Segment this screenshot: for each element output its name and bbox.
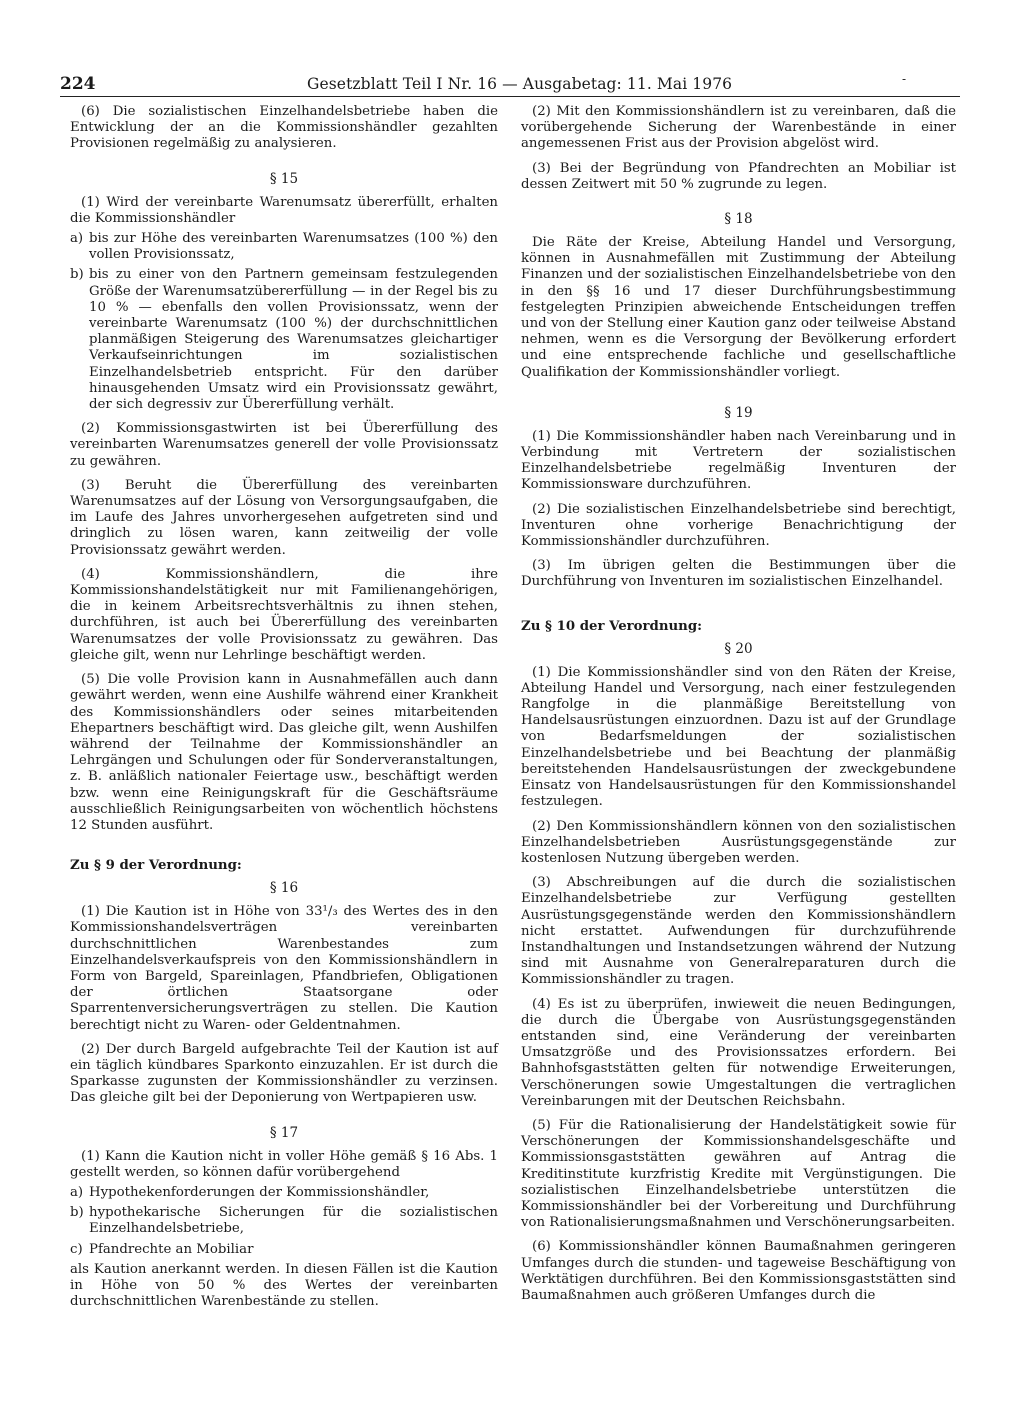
paragraph-17-2: (2) Mit den Kommissionshändlern ist zu vereinbaren, daß die vorübergehende Sicherung der Warenbestände in einer angemessenen Frist aus der Provision abgelöst wird. [521, 104, 956, 152]
subheading-zu-10: Zu § 10 der Verordnung: [521, 618, 703, 634]
page-header [60, 74, 960, 97]
left-column [70, 104, 498, 1318]
paragraph-15-5: (5) Die volle Provision kann in Ausnahmefällen auch dann gewährt werden, wenn eine Aushilfe während einer Krankheit des Kommissionshändlers oder seines mitarbeitenden Ehepartners beschäftigt wird. Das gleiche gilt, wenn Aushilfen während der Teilnahme der Kommissionshändler an Lehrgängen und Schulungen oder für Sonderveranstaltungen, z. B. anläßlich nationaler Feiertage usw., beschäftigt werden bzw. wenn eine Reinigungskraft für die Geschäftsräume ausschließlich Reinigungsarbeiten von wöchentlich höchstens 12 Stunden ausführt. [70, 672, 498, 833]
list-text: bis zu einer von den Partnern gemeinsam festzulegenden Größe der Warenumsatzübererfüllung — in der Regel bis zu 10 % — ebenfalls den vollen Provisionssatz, wenn der vereinbarte Warenumsatz (100 %) der durchschnittlichen planmäßigen Steigerung des Warenumsatzes gleichartiger Verkaufseinrichtungen im sozialistischen Einzelhandelsbetrieb entspricht. Für den darüber hinausgehenden Umsatz wird ein Provisionssatz gewährt, der sich degressiv zur Übererfüllung verhält. [89, 267, 498, 413]
subheading-zu-9: Zu § 9 der Verordnung: [70, 858, 242, 874]
section-17-heading: § 17 [269, 1124, 299, 1141]
paragraph-15-3: (3) Beruht die Übererfüllung des vereinbarten Warenumsatzes auf der Lösung von Versorgungsaufgaben, die im Laufe des Jahres unvorhergesehen aufgetreten sind und dringlich zu lösen waren, kann zeitweilig der volle Provisionssatz gewährt werden. [70, 477, 498, 558]
list-item [70, 267, 498, 413]
page-number: 224 [60, 74, 96, 94]
paragraph-20-5: (5) Für die Rationalisierung der Handelstätigkeit sowie für Verschönerungen der Kommissionshandelsgeschäfte und Kommissionsgaststätten gewähren auf Antrag die Kreditinstitute kurzfristig Kredite mit Vergünstigungen. Die sozialistischen Einzelhandelsbetriebe unterstützen die Kommissionshändler bei der Vorbereitung und Durchführung von Rationalisierungsmaßnahmen und Verschönerungsarbeiten. [521, 1117, 956, 1231]
list-item [70, 231, 498, 263]
paragraph-14-6: (6) Die sozialistischen Einzelhandelsbetriebe haben die Entwicklung der an die Kommissionshändler gezahlten Provisionen regelmäßig zu analysieren. [70, 104, 498, 152]
paragraph-17-3: (3) Bei der Begründung von Pfandrechten an Mobiliar ist dessen Zeitwert mit 50 % zugrunde zu legen. [521, 160, 956, 192]
list-label: b) [70, 267, 84, 283]
section-16-heading: § 16 [269, 880, 299, 897]
paragraph-16-2: (2) Der durch Bargeld aufgebrachte Teil der Kaution ist auf ein täglich kündbares Sparkonto einzuzahlen. Er ist durch die Sparkasse zugunsten der Kommissionshändler zu verzinsen. Das gleiche gilt bei der Deponierung von Wertpapieren usw. [70, 1041, 498, 1106]
list-text: hypothekarische Sicherungen für die sozialistischen Einzelhandelsbetriebe, [89, 1205, 498, 1237]
list-text: bis zur Höhe des vereinbarten Warenumsatzes (100 %) den vollen Provisionssatz, [89, 231, 498, 263]
list-label: a) [70, 1184, 84, 1200]
margin-mark: - [902, 72, 907, 86]
list-item [70, 1185, 498, 1201]
list-label: c) [70, 1241, 83, 1257]
paragraph-16-1: (1) Die Kaution ist in Höhe von 33¹/₃ des Wertes des in den Kommissionshandelsverträgen vereinbarten durchschnittlichen Warenbestandes zum Einzelhandelsverkaufspreis von den Kommissionshändlern in Form von Bargeld, Spareinlagen, Pfandbriefen, Obligationen der örtlichen Staatsorgane oder Sparrentenversicherungsverträgen zu stellen. Die Kaution berechtigt nicht zu Waren- oder Geldentnahmen. [70, 904, 498, 1033]
section-18-heading: § 18 [724, 211, 753, 228]
list-label: a) [70, 231, 84, 247]
section-20-heading: § 20 [724, 640, 753, 657]
paragraph-19-1: (1) Die Kommissionshändler haben nach Vereinbarung und in Verbindung mit Vertretern der sozialistischen Einzelhandelsbetriebe regelmäßig Inventuren der Kommissionsware durchzuführen. [521, 428, 956, 493]
right-column [521, 104, 956, 1312]
paragraph-20-2: (2) Den Kommissionshändlern können von den sozialistischen Einzelhandelsbetrieben Ausrüstungsgegenstände zur kostenlosen Nutzung übergeben werden. [521, 818, 956, 866]
section-19-heading: § 19 [724, 404, 753, 421]
paragraph-17-1-tail: als Kaution anerkannt werden. In diesen Fällen ist die Kaution in Höhe von 50 % des Wertes der vereinbarten durchschnittlichen Warenbestände zu stellen. [70, 1261, 498, 1310]
paragraph-20-4: (4) Es ist zu überprüfen, inwieweit die neuen Bedingungen, die durch die Übergabe von Ausrüstungsgegenständen entstanden sind, eine Veränderung der vereinbarten Umsatzgröße und des Provisionssatzes erfordern. Bei Bahnhofsgaststätten gelten für notwendige Erweiterungen, Verschönerungen sowie Umgestaltungen die vertraglichen Vereinbarungen mit der Deutschen Reichsbahn. [521, 996, 956, 1109]
section-15-heading: § 15 [269, 170, 299, 187]
paragraph-15-2: (2) Kommissionsgastwirten ist bei Übererfüllung des vereinbarten Warenumsatzes generell der volle Provisionssatz zu gewähren. [70, 421, 498, 469]
paragraph-20-3: (3) Abschreibungen auf die durch die sozialistischen Einzelhandelsbetriebe zur Verfügung gestellten Ausrüstungsgegenstände werden den Kommissionshändlern nicht erstattet. Aufwendungen für durchzuführende Instandhaltungen und Instandsetzungen während der Nutzung sind mit Ausnahme von Generalreparaturen durch die Kommissionshändler zu tragen. [521, 875, 956, 988]
paragraph-20-6: (6) Kommissionshändler können Baumaßnahmen geringeren Umfanges durch die stunden- und tageweise Beschäftigung von Werktätigen durchführen. Bei den Kommissionsgaststätten sind Baumaßnahmen auch größeren Umfanges durch die [521, 1239, 956, 1303]
paragraph-15-1: (1) Wird der vereinbarte Warenumsatz übererfüllt, erhalten die Kommissionshändler [70, 194, 498, 226]
list-text: Pfandrechte an Mobiliar [89, 1241, 254, 1257]
list-item [70, 1242, 498, 1258]
list-text: Hypothekenforderungen der Kommissionshändler, [89, 1184, 430, 1200]
paragraph-19-3: (3) Im übrigen gelten die Bestimmungen über die Durchführung von Inventuren im sozialistischen Einzelhandel. [521, 558, 956, 590]
paragraph-15-4: (4) Kommissionshändlern, die ihre Kommissionshandelstätigkeit nur mit Familienangehörigen, die in keinem Arbeitsrechtsverhältnis zu ihnen stehen, durchführen, ist auch bei Übererfüllung des vereinbarten Warenumsatzes der volle Provisionssatz zu gewähren. Das gleiche gilt, wenn nur Lehrlinge beschäftigt werden. [70, 566, 498, 663]
running-title: Gesetzblatt Teil I Nr. 16 — Ausgabetag: 11. Mai 1976 [307, 75, 733, 93]
paragraph-18: Die Räte der Kreise, Abteilung Handel und Versorgung, können in Ausnahmefällen mit Zustimmung der Abteilung Finanzen und der sozialistischen Einzelhandelsbetriebe von den in den §§ 16 und 17 dieser Durchführungsbestimmung festgelegten Prinzipien abweichende Entscheidungen treffen und von der Stellung einer Kaution ganz oder teilweise Abstand nehmen, wenn es die Versorgung der Bevölkerung erfordert und eine entsprechende fachliche und gesellschaftliche Qualifikation der Kommissionshändler vorliegt. [521, 235, 956, 380]
paragraph-19-2: (2) Die sozialistischen Einzelhandelsbetriebe sind berechtigt, Inventuren ohne vorherige Benachrichtigung der Kommissionshändler durchzuführen. [521, 501, 956, 550]
paragraph-20-1: (1) Die Kommissionshändler sind von den Räten der Kreise, Abteilung Handel und Versorgung, nach einer festzulegenden Rangfolge in die planmäßige Bereitstellung von Handelsausrüstungen einzuordnen. Dazu ist auf der Grundlage von Bedarfsmeldungen der sozialistischen Einzelhandelsbetriebe und bei Beachtung der planmäßig bereitstehenden Handelsausrüstungen der zweckgebundene Einsatz von Handelsausrüstungen für den Kommissionshandel festzulegen. [521, 664, 956, 810]
list-label: b) [70, 1205, 84, 1221]
list-item [70, 1205, 498, 1237]
paragraph-17-1: (1) Kann die Kaution nicht in voller Höhe gemäß § 16 Abs. 1 gestellt werden, so können dafür vorübergehend [70, 1148, 498, 1180]
